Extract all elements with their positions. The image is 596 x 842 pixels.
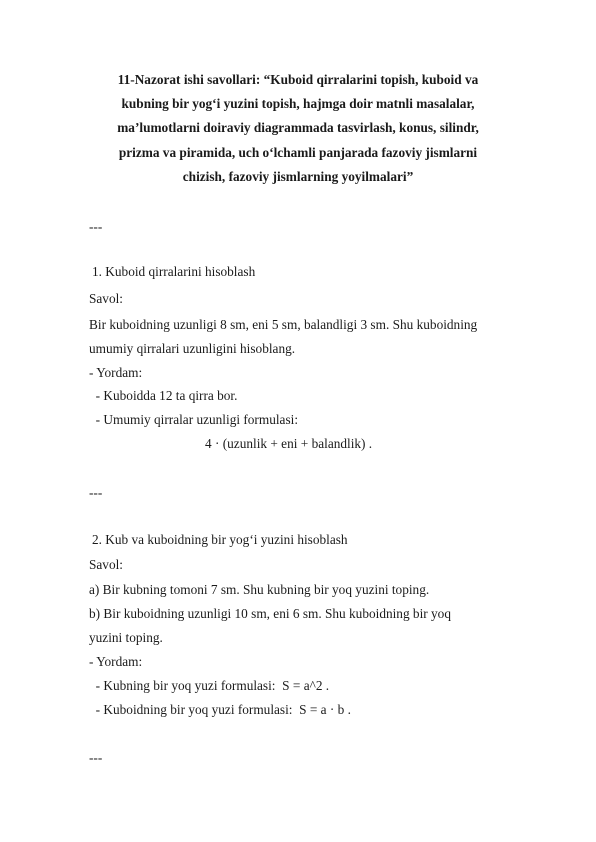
separator: ---: [89, 219, 103, 234]
section-1-question-line: umumiy qirralari uzunligini hisoblang.: [89, 341, 296, 356]
section-2-question-line: yuzini toping.: [89, 630, 163, 645]
section-1-yordam-label: - Yordam:: [89, 365, 143, 380]
section-2-heading: 2. Kub va kuboidning bir yog‘i yuzini hisoblash: [92, 532, 348, 547]
document-title: [86, 68, 510, 189]
section-2-savol-label: Savol:: [89, 557, 123, 572]
title-line: prizma va piramida, uch o‘lchamli panjarada fazoviy jismlarni: [118, 144, 478, 160]
section-2-question-line: b) Bir kuboidning uzunligi 10 sm, eni 6 sm. Shu kuboidning bir yoq: [89, 606, 451, 621]
section-2-question-line: a) Bir kubning tomoni 7 sm. Shu kubning bir yoq yuzini toping.: [89, 582, 430, 597]
section-1-hint: - Umumiy qirralar uzunligi formulasi:: [89, 412, 299, 427]
section-1-heading: 1. Kuboid qirralarini hisoblash: [92, 264, 256, 279]
section-2-hint: - Kuboidning bir yoq yuzi formulasi: S = a · b .: [89, 702, 351, 717]
section-1-question-line: Bir kuboidning uzunligi 8 sm, eni 5 sm, balandligi 3 sm. Shu kuboidning: [89, 317, 478, 332]
separator: ---: [89, 485, 103, 500]
section-2-yordam-label: - Yordam:: [89, 654, 143, 669]
section-1-hint: - Kuboidda 12 ta qirra bor.: [89, 388, 238, 403]
title-line: ma’lumotlarni doiraviy diagrammada tasvirlash, konus, silindr,: [117, 120, 479, 136]
title-line: kubning bir yog‘i yuzini topish, hajmga doir matnli masalalar,: [121, 96, 475, 112]
section-1-savol-label: Savol:: [89, 291, 123, 306]
section-2-hint: - Kubning bir yoq yuzi formulasi: S = a^2 .: [89, 678, 330, 693]
title-line: chizish, fazoviy jismlarning yoyilmalari”: [182, 168, 414, 184]
separator: ---: [89, 750, 103, 765]
section-1-formula: 4 · (uzunlik + eni + balandlik) .: [205, 436, 373, 451]
title-line: 11-Nazorat ishi savollari: “Kuboid qirralarini topish, kuboid va: [117, 72, 479, 87]
